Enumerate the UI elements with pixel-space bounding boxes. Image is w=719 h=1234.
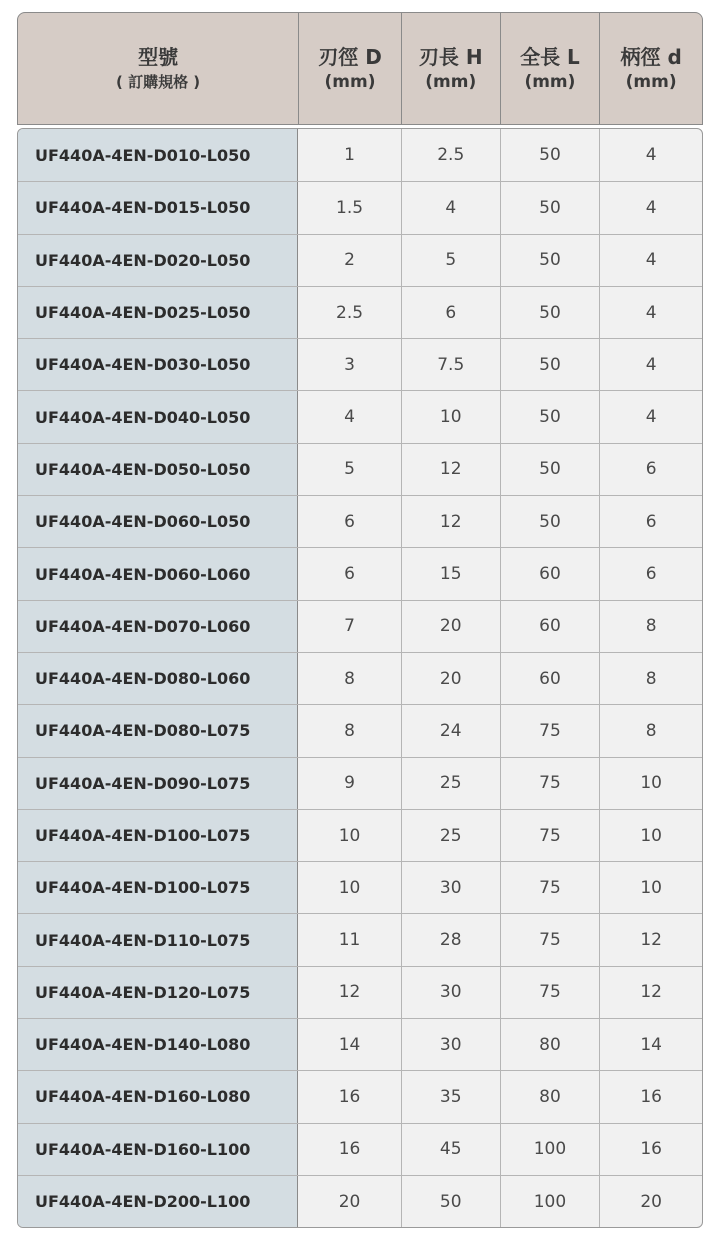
overall-length-cell: 100 [500, 1124, 600, 1175]
table-row [18, 809, 702, 861]
blade-length-cell: 12 [401, 496, 500, 547]
blade-length-cell: 4 [401, 182, 500, 233]
header-shank-diameter-unit: (mm) [625, 71, 677, 92]
table-row [18, 129, 702, 181]
shank-diameter-cell: 8 [599, 653, 702, 704]
header-model-subtitle: ( 訂購規格 ) [116, 72, 201, 91]
overall-length-cell: 100 [500, 1176, 600, 1227]
header-overall-length-unit: (mm) [524, 71, 576, 92]
header-overall-length [500, 13, 600, 124]
shank-diameter-cell: 16 [599, 1071, 702, 1122]
shank-diameter-cell: 6 [599, 496, 702, 547]
table-row [18, 338, 702, 390]
blade-diameter-cell: 2.5 [336, 302, 364, 323]
overall-length-cell: 60 [500, 601, 600, 652]
blade-diameter-cell: 1.5 [336, 197, 364, 218]
header-overall-length-title: 全長 L [520, 44, 580, 69]
header-model [18, 13, 298, 124]
blade-diameter-cell: 11 [338, 930, 361, 951]
header-blade-length-unit: (mm) [425, 71, 477, 92]
model-cell: UF440A-4EN-D110-L075 [18, 914, 298, 965]
blade-diameter-cell: 5 [344, 459, 355, 480]
table-row [18, 966, 702, 1018]
model-cell: UF440A-4EN-D100-L075 [18, 862, 298, 913]
blade-length-cell: 30 [401, 967, 500, 1018]
blade-length-cell: 5 [401, 235, 500, 286]
blade-length-cell: 30 [401, 1019, 500, 1070]
blade-length-cell: 20 [401, 601, 500, 652]
overall-length-cell: 75 [500, 914, 600, 965]
blade-diameter-cell: 9 [344, 773, 355, 794]
blade-length-cell: 12 [401, 444, 500, 495]
table-row [18, 495, 702, 547]
overall-length-cell: 50 [500, 182, 600, 233]
table-row [18, 286, 702, 338]
overall-length-cell: 50 [500, 496, 600, 547]
blade-diameter-cell: 20 [338, 1191, 361, 1212]
model-cell: UF440A-4EN-D200-L100 [18, 1176, 298, 1227]
blade-diameter-cell: 1 [344, 145, 355, 166]
header-blade-diameter-title: 刃徑 D [318, 44, 382, 69]
model-cell: UF440A-4EN-D010-L050 [18, 129, 298, 181]
overall-length-cell: 50 [500, 235, 600, 286]
overall-length-cell: 50 [500, 287, 600, 338]
shank-diameter-cell: 10 [599, 810, 702, 861]
model-cell: UF440A-4EN-D120-L075 [18, 967, 298, 1018]
table-row [18, 1018, 702, 1070]
blade-diameter-cell: 10 [338, 825, 361, 846]
shank-diameter-cell: 8 [599, 601, 702, 652]
blade-diameter-cell: 2 [344, 250, 355, 271]
table-row [18, 600, 702, 652]
shank-diameter-cell: 4 [599, 287, 702, 338]
shank-diameter-cell: 4 [599, 129, 702, 181]
blade-diameter-cell: 10 [338, 877, 361, 898]
overall-length-cell: 75 [500, 967, 600, 1018]
model-cell: UF440A-4EN-D040-L050 [18, 391, 298, 442]
table-body [17, 128, 703, 1228]
header-shank-diameter-title: 柄徑 d [620, 44, 682, 69]
shank-diameter-cell: 12 [599, 914, 702, 965]
overall-length-cell: 75 [500, 705, 600, 756]
overall-length-cell: 75 [500, 758, 600, 809]
blade-length-cell: 35 [401, 1071, 500, 1122]
model-cell: UF440A-4EN-D015-L050 [18, 182, 298, 233]
blade-length-cell: 7.5 [401, 339, 500, 390]
model-cell: UF440A-4EN-D060-L060 [18, 548, 298, 599]
blade-length-cell: 24 [401, 705, 500, 756]
model-cell: UF440A-4EN-D160-L100 [18, 1124, 298, 1175]
blade-length-cell: 15 [401, 548, 500, 599]
shank-diameter-cell: 12 [599, 967, 702, 1018]
shank-diameter-cell: 4 [599, 391, 702, 442]
blade-length-cell: 45 [401, 1124, 500, 1175]
shank-diameter-cell: 10 [599, 862, 702, 913]
model-cell: UF440A-4EN-D030-L050 [18, 339, 298, 390]
table-row [18, 913, 702, 965]
blade-length-cell: 28 [401, 914, 500, 965]
overall-length-cell: 60 [500, 653, 600, 704]
header-model-title: 型號 [138, 44, 179, 69]
shank-diameter-cell: 16 [599, 1124, 702, 1175]
blade-length-cell: 2.5 [401, 129, 500, 181]
overall-length-cell: 50 [500, 444, 600, 495]
blade-diameter-cell: 12 [338, 982, 361, 1003]
blade-diameter-cell: 6 [344, 511, 355, 532]
table-row [18, 443, 702, 495]
header-blade-length [401, 13, 500, 124]
shank-diameter-cell: 6 [599, 444, 702, 495]
overall-length-cell: 75 [500, 810, 600, 861]
blade-diameter-cell: 16 [338, 1086, 361, 1107]
blade-length-cell: 25 [401, 758, 500, 809]
overall-length-cell: 80 [500, 1071, 600, 1122]
shank-diameter-cell: 10 [599, 758, 702, 809]
header-shank-diameter [599, 13, 702, 124]
shank-diameter-cell: 14 [599, 1019, 702, 1070]
blade-diameter-cell: 16 [338, 1139, 361, 1160]
table-row [18, 704, 702, 756]
table-row [18, 861, 702, 913]
shank-diameter-cell: 6 [599, 548, 702, 599]
table-row [18, 1175, 702, 1227]
shank-diameter-cell: 20 [599, 1176, 702, 1227]
table-row [18, 234, 702, 286]
shank-diameter-cell: 4 [599, 339, 702, 390]
blade-diameter-cell: 3 [344, 354, 355, 375]
model-cell: UF440A-4EN-D050-L050 [18, 444, 298, 495]
table-row [18, 1070, 702, 1122]
model-cell: UF440A-4EN-D025-L050 [18, 287, 298, 338]
table-row [18, 1123, 702, 1175]
blade-diameter-cell: 4 [344, 407, 355, 428]
table-row [18, 547, 702, 599]
header-blade-diameter-unit: (mm) [324, 71, 376, 92]
header-blade-diameter [298, 13, 401, 124]
model-cell: UF440A-4EN-D080-L075 [18, 705, 298, 756]
model-cell: UF440A-4EN-D160-L080 [18, 1071, 298, 1122]
model-cell: UF440A-4EN-D140-L080 [18, 1019, 298, 1070]
overall-length-cell: 60 [500, 548, 600, 599]
table-row [18, 181, 702, 233]
header-blade-length-title: 刃長 H [418, 44, 483, 69]
table-row [18, 390, 702, 442]
blade-length-cell: 10 [401, 391, 500, 442]
overall-length-cell: 50 [500, 339, 600, 390]
model-cell: UF440A-4EN-D020-L050 [18, 235, 298, 286]
model-cell: UF440A-4EN-D100-L075 [18, 810, 298, 861]
blade-diameter-cell: 8 [344, 720, 355, 741]
spec-table [17, 12, 703, 1228]
overall-length-cell: 50 [500, 391, 600, 442]
table-header [17, 12, 703, 125]
model-cell: UF440A-4EN-D060-L050 [18, 496, 298, 547]
table-row [18, 652, 702, 704]
model-cell: UF440A-4EN-D080-L060 [18, 653, 298, 704]
blade-length-cell: 6 [401, 287, 500, 338]
shank-diameter-cell: 4 [599, 235, 702, 286]
blade-length-cell: 30 [401, 862, 500, 913]
table-row [18, 757, 702, 809]
blade-diameter-cell: 14 [338, 1034, 361, 1055]
blade-diameter-cell: 6 [344, 564, 355, 585]
overall-length-cell: 75 [500, 862, 600, 913]
blade-length-cell: 50 [401, 1176, 500, 1227]
overall-length-cell: 50 [500, 129, 600, 181]
overall-length-cell: 80 [500, 1019, 600, 1070]
shank-diameter-cell: 8 [599, 705, 702, 756]
blade-diameter-cell: 7 [344, 616, 355, 637]
model-cell: UF440A-4EN-D070-L060 [18, 601, 298, 652]
blade-length-cell: 20 [401, 653, 500, 704]
blade-diameter-cell: 8 [344, 668, 355, 689]
blade-length-cell: 25 [401, 810, 500, 861]
shank-diameter-cell: 4 [599, 182, 702, 233]
model-cell: UF440A-4EN-D090-L075 [18, 758, 298, 809]
